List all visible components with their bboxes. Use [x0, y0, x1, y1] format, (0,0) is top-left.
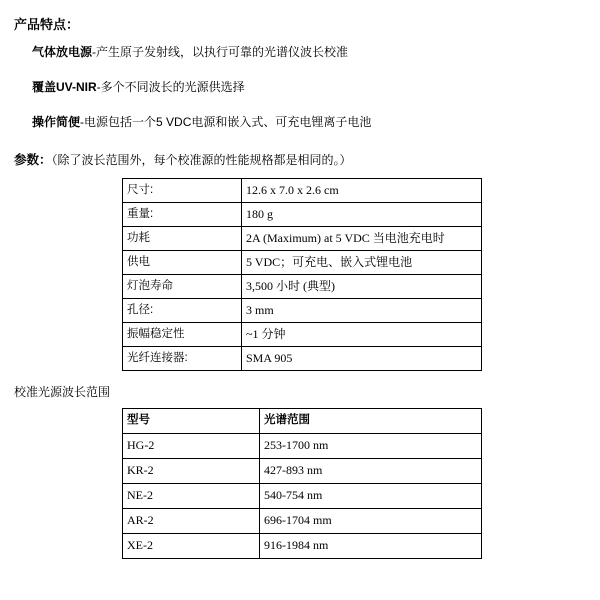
table-row [123, 251, 482, 275]
table-header-row [123, 409, 482, 434]
feature-description: -产生原子发射线，以执行可靠的光谱仪波长校准 [92, 45, 349, 59]
parameters-label: 参数： [14, 153, 52, 167]
model-cell: AR-2 [123, 509, 260, 534]
spec-value: 5 VDC；可充电、嵌入式锂电池 [242, 251, 482, 275]
list-item [32, 115, 590, 130]
table-row [123, 275, 482, 299]
wavelength-range-table [122, 408, 482, 559]
range-cell: 427-893 nm [260, 459, 482, 484]
table-row [123, 203, 482, 227]
feature-term: 覆盖UV-NIR [32, 80, 97, 94]
model-cell: XE-2 [123, 534, 260, 559]
spec-value: 3,500 小时 (典型) [242, 275, 482, 299]
page-title: 产品特点： [14, 17, 80, 32]
range-cell: 253-1700 nm [260, 434, 482, 459]
spec-value: 12.6 x 7.0 x 2.6 cm [242, 179, 482, 203]
spec-value: 180 g [242, 203, 482, 227]
spec-value: 3 mm [242, 299, 482, 323]
table-row [123, 509, 482, 534]
table-row [123, 484, 482, 509]
model-cell: HG-2 [123, 434, 260, 459]
table-row [123, 179, 482, 203]
spec-label: 孔径: [123, 299, 242, 323]
spec-label: 重量: [123, 203, 242, 227]
range-cell: 916-1984 nm [260, 534, 482, 559]
table-row [123, 534, 482, 559]
feature-term: 操作简便 [32, 115, 81, 129]
model-cell: NE-2 [123, 484, 260, 509]
wavelength-range-title: 校准光源波长范围 [14, 385, 111, 399]
spec-label: 功耗 [123, 227, 242, 251]
range-cell: 696-1704 mm [260, 509, 482, 534]
table-row [123, 323, 482, 347]
column-header-range: 光谱范围 [260, 409, 482, 434]
spec-value: 2A (Maximum) at 5 VDC 当电池充电时 [242, 227, 482, 251]
spec-label: 灯泡寿命 [123, 275, 242, 299]
feature-description: -多个不同波长的光源供选择 [96, 80, 245, 94]
list-item [32, 45, 590, 60]
spec-label: 尺寸: [123, 179, 242, 203]
table-row [123, 459, 482, 484]
range-cell: 540-754 nm [260, 484, 482, 509]
model-cell: KR-2 [123, 459, 260, 484]
list-item [32, 80, 590, 95]
column-header-model: 型号 [123, 409, 260, 434]
feature-term: 气体放电源 [32, 45, 93, 59]
features-list [10, 45, 590, 130]
table-row [123, 434, 482, 459]
table-row [123, 347, 482, 371]
table-row [123, 227, 482, 251]
spec-label: 振幅稳定性 [123, 323, 242, 347]
spec-value: ~1 分钟 [242, 323, 482, 347]
specifications-table [122, 178, 482, 371]
spec-value: SMA 905 [242, 347, 482, 371]
parameters-note: （除了波长范围外，每个校准源的性能规格都是相同的。） [51, 153, 352, 167]
spec-label: 光纤连接器: [123, 347, 242, 371]
parameters-heading [14, 150, 590, 168]
spec-label: 供电 [123, 251, 242, 275]
table-row [123, 299, 482, 323]
feature-description: -电源包括一个5 VDC电源和嵌入式、可充电锂离子电池 [80, 115, 372, 129]
